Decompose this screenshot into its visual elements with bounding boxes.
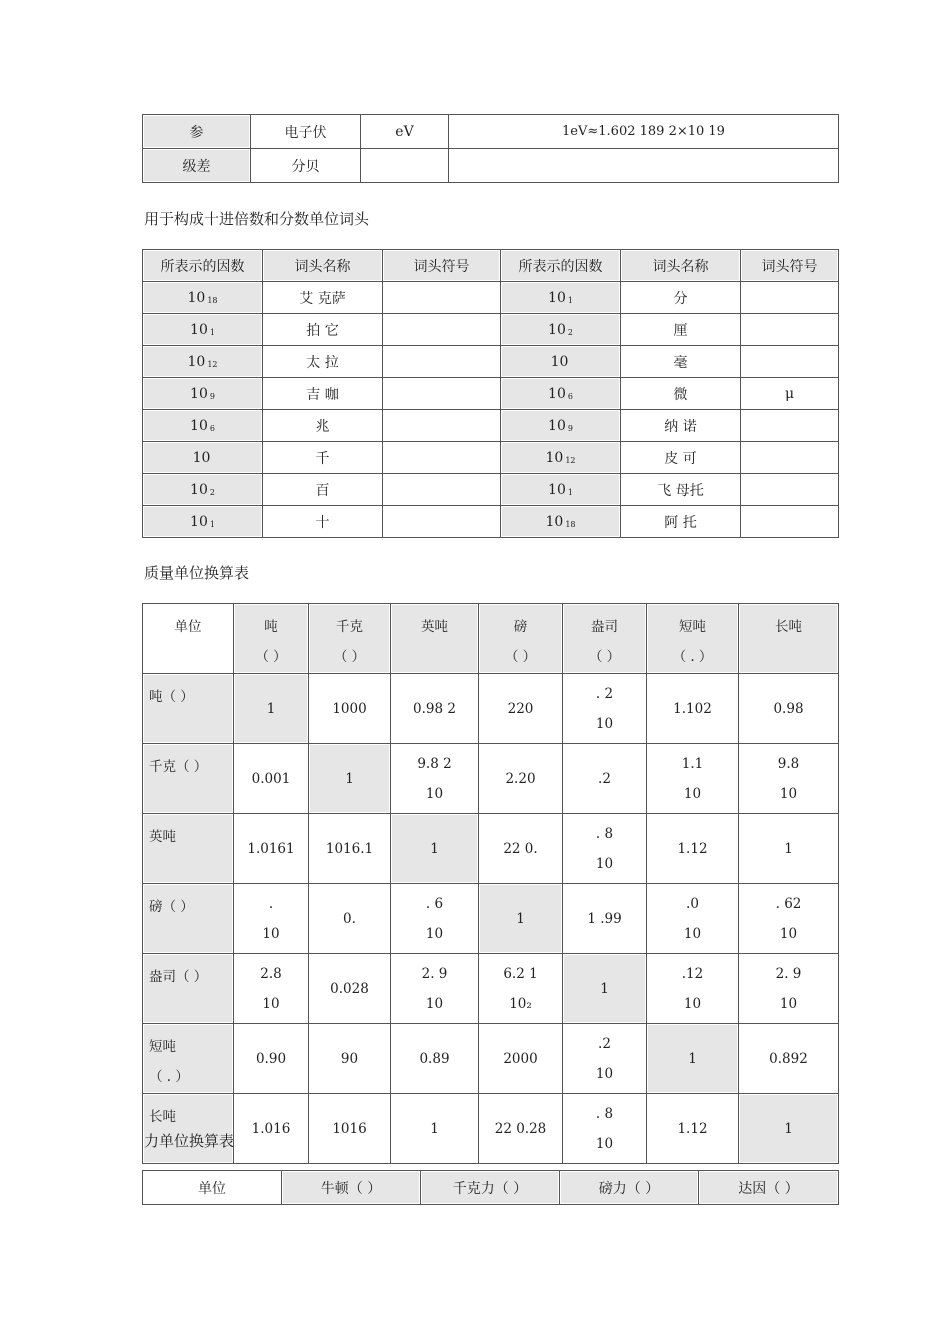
factor-exponent: 2 [567,327,573,337]
factor-cell [501,506,621,538]
cell-value: . 8 [595,825,614,842]
factor-base: 10 [190,321,208,338]
table-cell [391,744,479,814]
cell-exponent: 10 [683,925,702,942]
prefix-name-cell: 吉 咖 [263,378,383,410]
cell-exponent: 10 [595,715,614,732]
prefix-symbol-cell [383,442,501,474]
mass-conversion-table [142,603,839,1164]
prefix-symbol-cell: μ [741,378,839,410]
cell-value: 0.98 [773,700,804,717]
factor-exponent: 6 [567,391,573,401]
table-header-row [143,604,839,674]
column-header: 词头名称 [621,250,741,282]
cell-value: 1 [516,910,525,927]
table-header-row [143,1171,839,1205]
column-header [234,604,309,674]
cell-value: . 2 [595,685,614,702]
cell-value: 1 [600,980,609,997]
column-header [647,604,739,674]
cell-value: 0.028 [330,980,369,997]
cell-exponent: 10 [262,995,280,1012]
factor-base: 10 [548,417,566,434]
table-cell [647,884,739,954]
prefix-symbol-cell [383,410,501,442]
factor-cell [143,474,263,506]
header-label: 千克 [336,619,363,635]
table-row [143,744,839,814]
table-cell [647,744,739,814]
column-header: 磅力（ ） [560,1171,699,1205]
table-row [143,410,839,442]
cell-value: . 6 [425,895,444,912]
cell-value: 1 [266,700,276,717]
row-label: 英吨 [149,829,176,845]
prefix-symbol-cell [741,282,839,314]
table-cell [234,1024,309,1094]
header-label: 短吨 [679,619,706,635]
header-label: 吨 [264,619,278,635]
cell-value: . 62 [775,895,802,912]
table-cell [479,1024,563,1094]
prefix-symbol-cell [383,378,501,410]
prefix-name-cell: 飞 母托 [621,474,741,506]
factor-cell [501,346,621,378]
cell-value: 1.1 [681,755,704,772]
cell-value: 2. 9 [775,965,802,982]
table-row [143,149,839,183]
table-cell [391,954,479,1024]
cell-exponent: 10 [595,855,614,872]
cell-value: 1.016 [251,1120,291,1137]
cell-exponent: 10 [425,925,444,942]
prefix-symbol-cell [741,474,839,506]
cell-value: 2000 [503,1050,538,1067]
cell-exponent: 10 [683,785,702,802]
header-label: 磅 [513,619,528,635]
factor-exponent: 1 [567,487,573,497]
table-cell [563,814,647,884]
prefix-table [142,249,839,538]
table-cell [563,884,647,954]
table-cell: 分贝 [251,149,361,183]
header-unit: （ ） [588,649,621,665]
factor-cell [501,282,621,314]
table-cell [391,814,479,884]
column-header: 所表示的因数 [501,250,621,282]
cell-value: 1 [688,1050,697,1067]
cell-value: 1.12 [677,840,708,857]
factor-cell [501,474,621,506]
cell-value: 2.20 [505,770,536,787]
table-cell [309,884,391,954]
cell-value: 1016.1 [325,840,374,857]
cell-value: 0.98 2 [413,700,456,717]
factor-cell [501,314,621,346]
factor-cell [143,410,263,442]
table-header-row [143,250,839,282]
table-row [143,115,839,149]
table-cell [563,954,647,1024]
prefix-symbol-cell [383,346,501,378]
table-row [143,282,839,314]
cell-exponent: 10₂ [509,995,532,1012]
factor-exponent: 1 [567,295,573,305]
factor-base: 10 [187,353,206,370]
prefix-symbol-cell [741,506,839,538]
factor-exponent: 9 [209,391,215,401]
cell-value: 0.89 [419,1050,450,1067]
row-label: 千克（ ） [149,759,208,775]
table-cell [309,1094,391,1164]
prefix-name-cell: 毫 [621,346,741,378]
cell-value: 1 .99 [587,910,622,927]
table-cell [234,814,309,884]
prefix-symbol-cell [741,442,839,474]
cell-exponent: 10 [262,925,280,942]
table-cell [479,954,563,1024]
factor-base: 10 [190,481,208,498]
cell-value: 1 [784,840,793,857]
cell-exponent: 10 [425,995,444,1012]
cell-value: 0.892 [769,1050,808,1067]
table-row [143,1094,839,1164]
row-label: 盎司（ ） [149,969,208,985]
factor-cell [143,442,263,474]
prefix-name-cell: 十 [263,506,383,538]
cell-value: 0.90 [255,1050,287,1067]
factor-exponent: 18 [207,295,218,305]
cell-value: 1.12 [677,1120,708,1137]
cell-value: 2.8 [260,965,282,982]
table-cell [739,884,839,954]
table-row [143,884,839,954]
cell-exponent: 10 [779,995,798,1012]
prefix-symbol-cell [741,410,839,442]
cell-value: .2 [598,770,611,787]
column-header: 词头符号 [383,250,501,282]
table-row [143,814,839,884]
prefix-name-cell: 百 [263,474,383,506]
factor-exponent: 2 [209,487,215,497]
cell-exponent: 10 [779,925,798,942]
table-cell [234,884,309,954]
cell-value: 1 [430,1120,439,1137]
factor-cell [143,506,263,538]
cell-value: 9.8 [777,755,800,772]
table-cell [739,674,839,744]
table-row [143,442,839,474]
cell-value: 1 [784,1120,793,1137]
column-header [739,604,839,674]
table-cell [739,814,839,884]
table-cell [309,954,391,1024]
prefix-name-cell: 分 [621,282,741,314]
factor-cell [143,282,263,314]
header-unit: （ ） [333,649,366,665]
row-header [143,1024,234,1094]
cell-value: 2. 9 [421,965,448,982]
row-header [143,954,234,1024]
factor-cell [501,442,621,474]
factor-exponent: 12 [207,359,218,369]
factor-cell [501,410,621,442]
column-header: 千克力（ ） [421,1171,560,1205]
row-header [143,814,234,884]
table-cell [479,1094,563,1164]
header-label: 英吨 [421,619,448,635]
table-cell [234,674,309,744]
table-cell [739,744,839,814]
factor-base: 10 [545,513,564,530]
cell-exponent: 10 [595,1135,614,1152]
table-row [143,474,839,506]
prefix-name-cell: 阿 托 [621,506,741,538]
column-header [479,604,563,674]
cell-value: .0 [686,895,699,912]
force-conversion-table [142,1170,839,1205]
table-cell [391,1094,479,1164]
factor-exponent: 1 [209,519,215,529]
prefix-symbol-cell [383,506,501,538]
prefix-name-cell: 太 拉 [263,346,383,378]
cell-value: 6.2 1 [503,965,538,982]
header-label: 盎司 [591,619,618,635]
column-header: 所表示的因数 [143,250,263,282]
cell-value: 1.0161 [247,840,295,857]
table-cell: 电子伏 [251,115,361,149]
cell-value: . 8 [595,1105,614,1122]
column-header: 单位 [143,1171,282,1205]
table-row [143,314,839,346]
row-label: 磅（ ） [149,899,194,915]
column-header [309,604,391,674]
table-cell [479,744,563,814]
prefix-name-cell: 拍 它 [263,314,383,346]
factor-exponent: 6 [209,423,215,433]
factor-base: 10 [550,353,569,370]
header-label: 长吨 [775,619,802,635]
cell-value: 22 0.28 [494,1120,547,1137]
cell-value: .2 [598,1035,611,1052]
prefix-name-cell: 兆 [263,410,383,442]
prefix-name-cell: 千 [263,442,383,474]
cell-value: 1 [345,770,354,787]
table-cell [647,954,739,1024]
cell-value: 0.001 [251,770,291,787]
header-unit: （ ） [504,649,537,665]
cell-value: 90 [340,1050,359,1067]
table-row [143,954,839,1024]
table-cell: eV [361,115,449,149]
table-cell [563,674,647,744]
prefix-name-cell: 艾 克萨 [263,282,383,314]
prefix-name-cell: 厘 [621,314,741,346]
table-cell [391,1024,479,1094]
table-cell [647,674,739,744]
cell-value: 22 0. [503,840,538,857]
column-header [391,604,479,674]
header-label: 单位 [174,619,202,635]
table-cell [647,1024,739,1094]
table-cell: 1eV≈1.602 189 2×10 19 [449,115,839,149]
cell-value: 220 [507,700,534,717]
table-cell [563,744,647,814]
factor-base: 10 [187,289,206,306]
table-cell [739,1024,839,1094]
factor-base: 10 [190,417,208,434]
prefix-table-body [143,282,839,538]
cell-exponent: 10 [683,995,702,1012]
table-cell [234,1094,309,1164]
table-cell [234,744,309,814]
table-row [143,674,839,744]
table-cell [563,1024,647,1094]
table-cell [647,1094,739,1164]
factor-base: 10 [548,481,566,498]
table-cell [479,674,563,744]
cell-value: .12 [681,965,704,982]
row-label: 短吨 [149,1039,176,1055]
table-cell [449,149,839,183]
factor-cell [143,346,263,378]
table-row [143,346,839,378]
table-cell [391,884,479,954]
cell-value: 0. [343,910,356,927]
table-cell [647,814,739,884]
factor-cell [143,314,263,346]
table-cell [361,149,449,183]
factor-base: 10 [548,321,566,338]
factor-base: 10 [190,513,208,530]
header-unit: （ ） [255,649,287,665]
row-unit: （ . ） [149,1069,189,1085]
table-cell [309,744,391,814]
table-cell [739,954,839,1024]
factor-base: 10 [548,385,566,402]
column-header: 牛顿（ ） [282,1171,421,1205]
table-cell: 级差 [143,149,251,183]
factor-exponent: 9 [567,423,573,433]
table-row [143,378,839,410]
factor-exponent: 18 [565,519,576,529]
factor-exponent: 1 [209,327,215,337]
table-row [143,1024,839,1094]
table-cell [391,674,479,744]
energy-unit-table [142,114,839,183]
table-cell [309,674,391,744]
factor-base: 10 [545,449,564,466]
section-heading-force: 力单位换算表 [144,1132,235,1150]
prefix-name-cell: 微 [621,378,741,410]
section-heading-prefix: 用于构成十进倍数和分数单位词头 [144,210,370,228]
cell-value: 1 [430,840,439,857]
factor-cell [501,378,621,410]
column-header: 词头名称 [263,250,383,282]
column-header: 达因（ ） [699,1171,839,1205]
prefix-symbol-cell [383,282,501,314]
table-cell [563,1094,647,1164]
column-header: 词头符号 [741,250,839,282]
prefix-name-cell: 皮 可 [621,442,741,474]
row-header [143,744,234,814]
table-row [143,506,839,538]
table-cell [309,1024,391,1094]
mass-table-body [143,674,839,1164]
prefix-symbol-cell [383,314,501,346]
cell-value: 1016 [332,1120,367,1137]
prefix-symbol-cell [741,346,839,378]
table-cell [309,814,391,884]
cell-value: 9.8 2 [417,755,452,772]
row-label: 长吨 [149,1109,176,1125]
table-cell [234,954,309,1024]
factor-base: 10 [192,449,211,466]
cell-value: . [268,895,274,912]
cell-exponent: 10 [425,785,444,802]
factor-cell [143,378,263,410]
table-cell [739,1094,839,1164]
row-header [143,674,234,744]
row-header [143,884,234,954]
table-cell: 参 [143,115,251,149]
header-unit: （ . ） [672,649,713,665]
cell-value: 1.102 [673,700,712,717]
factor-exponent: 12 [565,455,576,465]
factor-base: 10 [190,385,208,402]
table-cell [479,814,563,884]
prefix-name-cell: 纳 诺 [621,410,741,442]
row-header [143,1094,234,1164]
column-header [143,604,234,674]
factor-base: 10 [548,289,566,306]
cell-value: 1000 [332,700,367,717]
cell-exponent: 10 [779,785,798,802]
prefix-symbol-cell [383,474,501,506]
cell-exponent: 10 [595,1065,614,1082]
prefix-symbol-cell [741,314,839,346]
row-label: 吨（ ） [149,689,194,705]
table-cell [479,884,563,954]
column-header [563,604,647,674]
section-heading-mass: 质量单位换算表 [144,564,250,582]
